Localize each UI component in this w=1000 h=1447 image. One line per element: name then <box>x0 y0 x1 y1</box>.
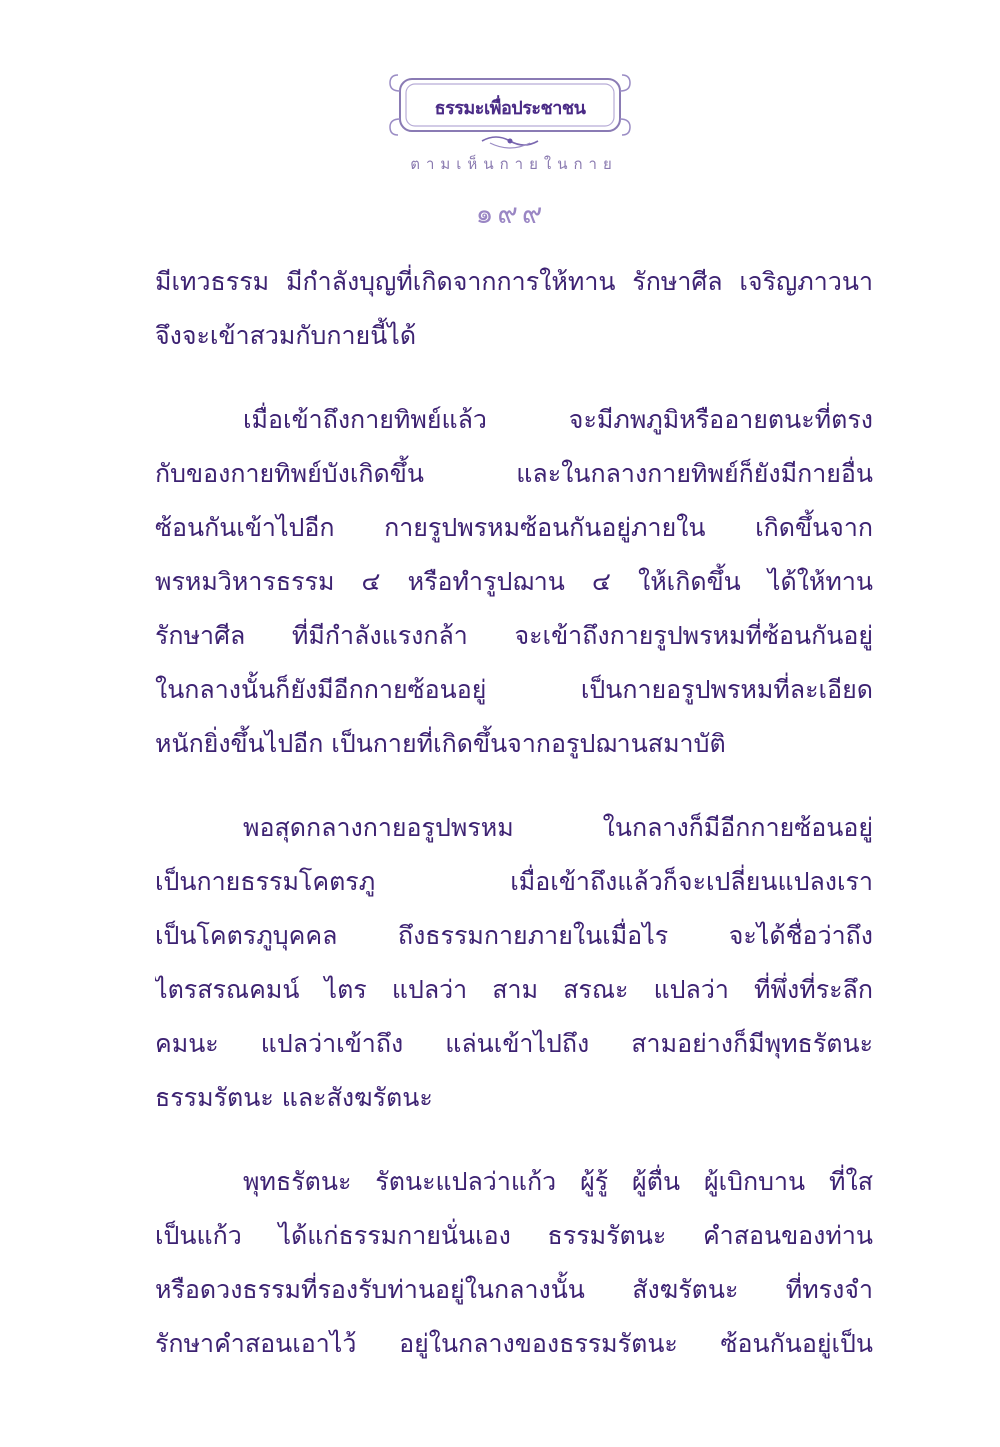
paragraph <box>155 255 873 363</box>
text-line: หนักยิ่งขึ้นไปอีก เป็นกายที่เกิดขึ้นจากอรูปฌานสมาบัติ <box>155 729 726 758</box>
text-line: กับของกายทิพย์บังเกิดขึ้น และในกลางกายทิพย์ก็ยังมีกายอื่น <box>155 459 873 488</box>
text-line: เป็นโคตรภูบุคคล ถึงธรรมกายภายในเมื่อไร จะได้ชื่อว่าถึง <box>155 921 873 950</box>
body-text <box>155 255 873 1371</box>
text-line: จึงจะเข้าสวมกับกายนี้ได้ <box>155 321 417 350</box>
text-line: เมื่อเข้าถึงกายทิพย์แล้ว จะมีภพภูมิหรืออายตนะที่ตรง <box>243 405 873 434</box>
text-line: รักษาคำสอนเอาไว้ อยู่ในกลางของธรรมรัตนะ ซ้อนกันอยู่เป็น <box>155 1329 873 1358</box>
paragraph <box>155 1155 873 1371</box>
book-logo <box>386 57 634 157</box>
text-line: พอสุดกลางกายอรูปพรหม ในกลางก็มีอีกกายซ้อนอยู่ <box>243 813 873 842</box>
text-line: ไตรสรณคมน์ ไตร แปลว่า สาม สรณะ แปลว่า ที่พึ่งที่ระลึก <box>155 975 873 1004</box>
text-line: พุทธรัตนะ รัตนะแปลว่าแก้ว ผู้รู้ ผู้ตื่น ผู้เบิกบาน ที่ใส <box>243 1167 873 1196</box>
text-line: ธรรมรัตนะ และสังฆรัตนะ <box>155 1083 433 1112</box>
paragraph <box>155 393 873 771</box>
text-line: มีเทวธรรม มีกำลังบุญที่เกิดจากการให้ทาน รักษาศีล เจริญภาวนา <box>155 267 873 296</box>
text-line: พรหมวิหารธรรม ๔ หรือทำรูปฌาน ๔ ให้เกิดขึ้น ได้ให้ทาน <box>155 567 873 596</box>
text-line: หรือดวงธรรมที่รองรับท่านอยู่ในกลางนั้น สังฆรัตนะ ที่ทรงจำ <box>155 1275 873 1304</box>
logo-title: ธรรมะเพื่อประชาชน <box>434 98 586 119</box>
text-line: เป็นกายธรรมโคตรภู เมื่อเข้าถึงแล้วก็จะเปลี่ยนแปลงเรา <box>155 867 873 896</box>
text-line: ในกลางนั้นก็ยังมีอีกกายซ้อนอยู่ เป็นกายอรูปพรหมที่ละเอียด <box>155 675 873 704</box>
text-line: ซ้อนกันเข้าไปอีก กายรูปพรหมซ้อนกันอยู่ภายใน เกิดขึ้นจาก <box>155 513 873 542</box>
running-title: ตามเห็นกายในกาย <box>410 155 618 173</box>
text-line: เป็นแก้ว ได้แก่ธรรมกายนั่นเอง ธรรมรัตนะ คำสอนของท่าน <box>155 1221 873 1250</box>
paragraph <box>155 801 873 1125</box>
page-number: ๑๙๙ <box>475 197 547 230</box>
text-line: คมนะ แปลว่าเข้าถึง แล่นเข้าไปถึง สามอย่างก็มีพุทธรัตนะ <box>155 1029 873 1058</box>
page-header <box>0 52 1000 232</box>
text-line: รักษาศีล ที่มีกำลังแรงกล้า จะเข้าถึงกายรูปพรหมที่ซ้อนกันอยู่ <box>155 621 873 650</box>
